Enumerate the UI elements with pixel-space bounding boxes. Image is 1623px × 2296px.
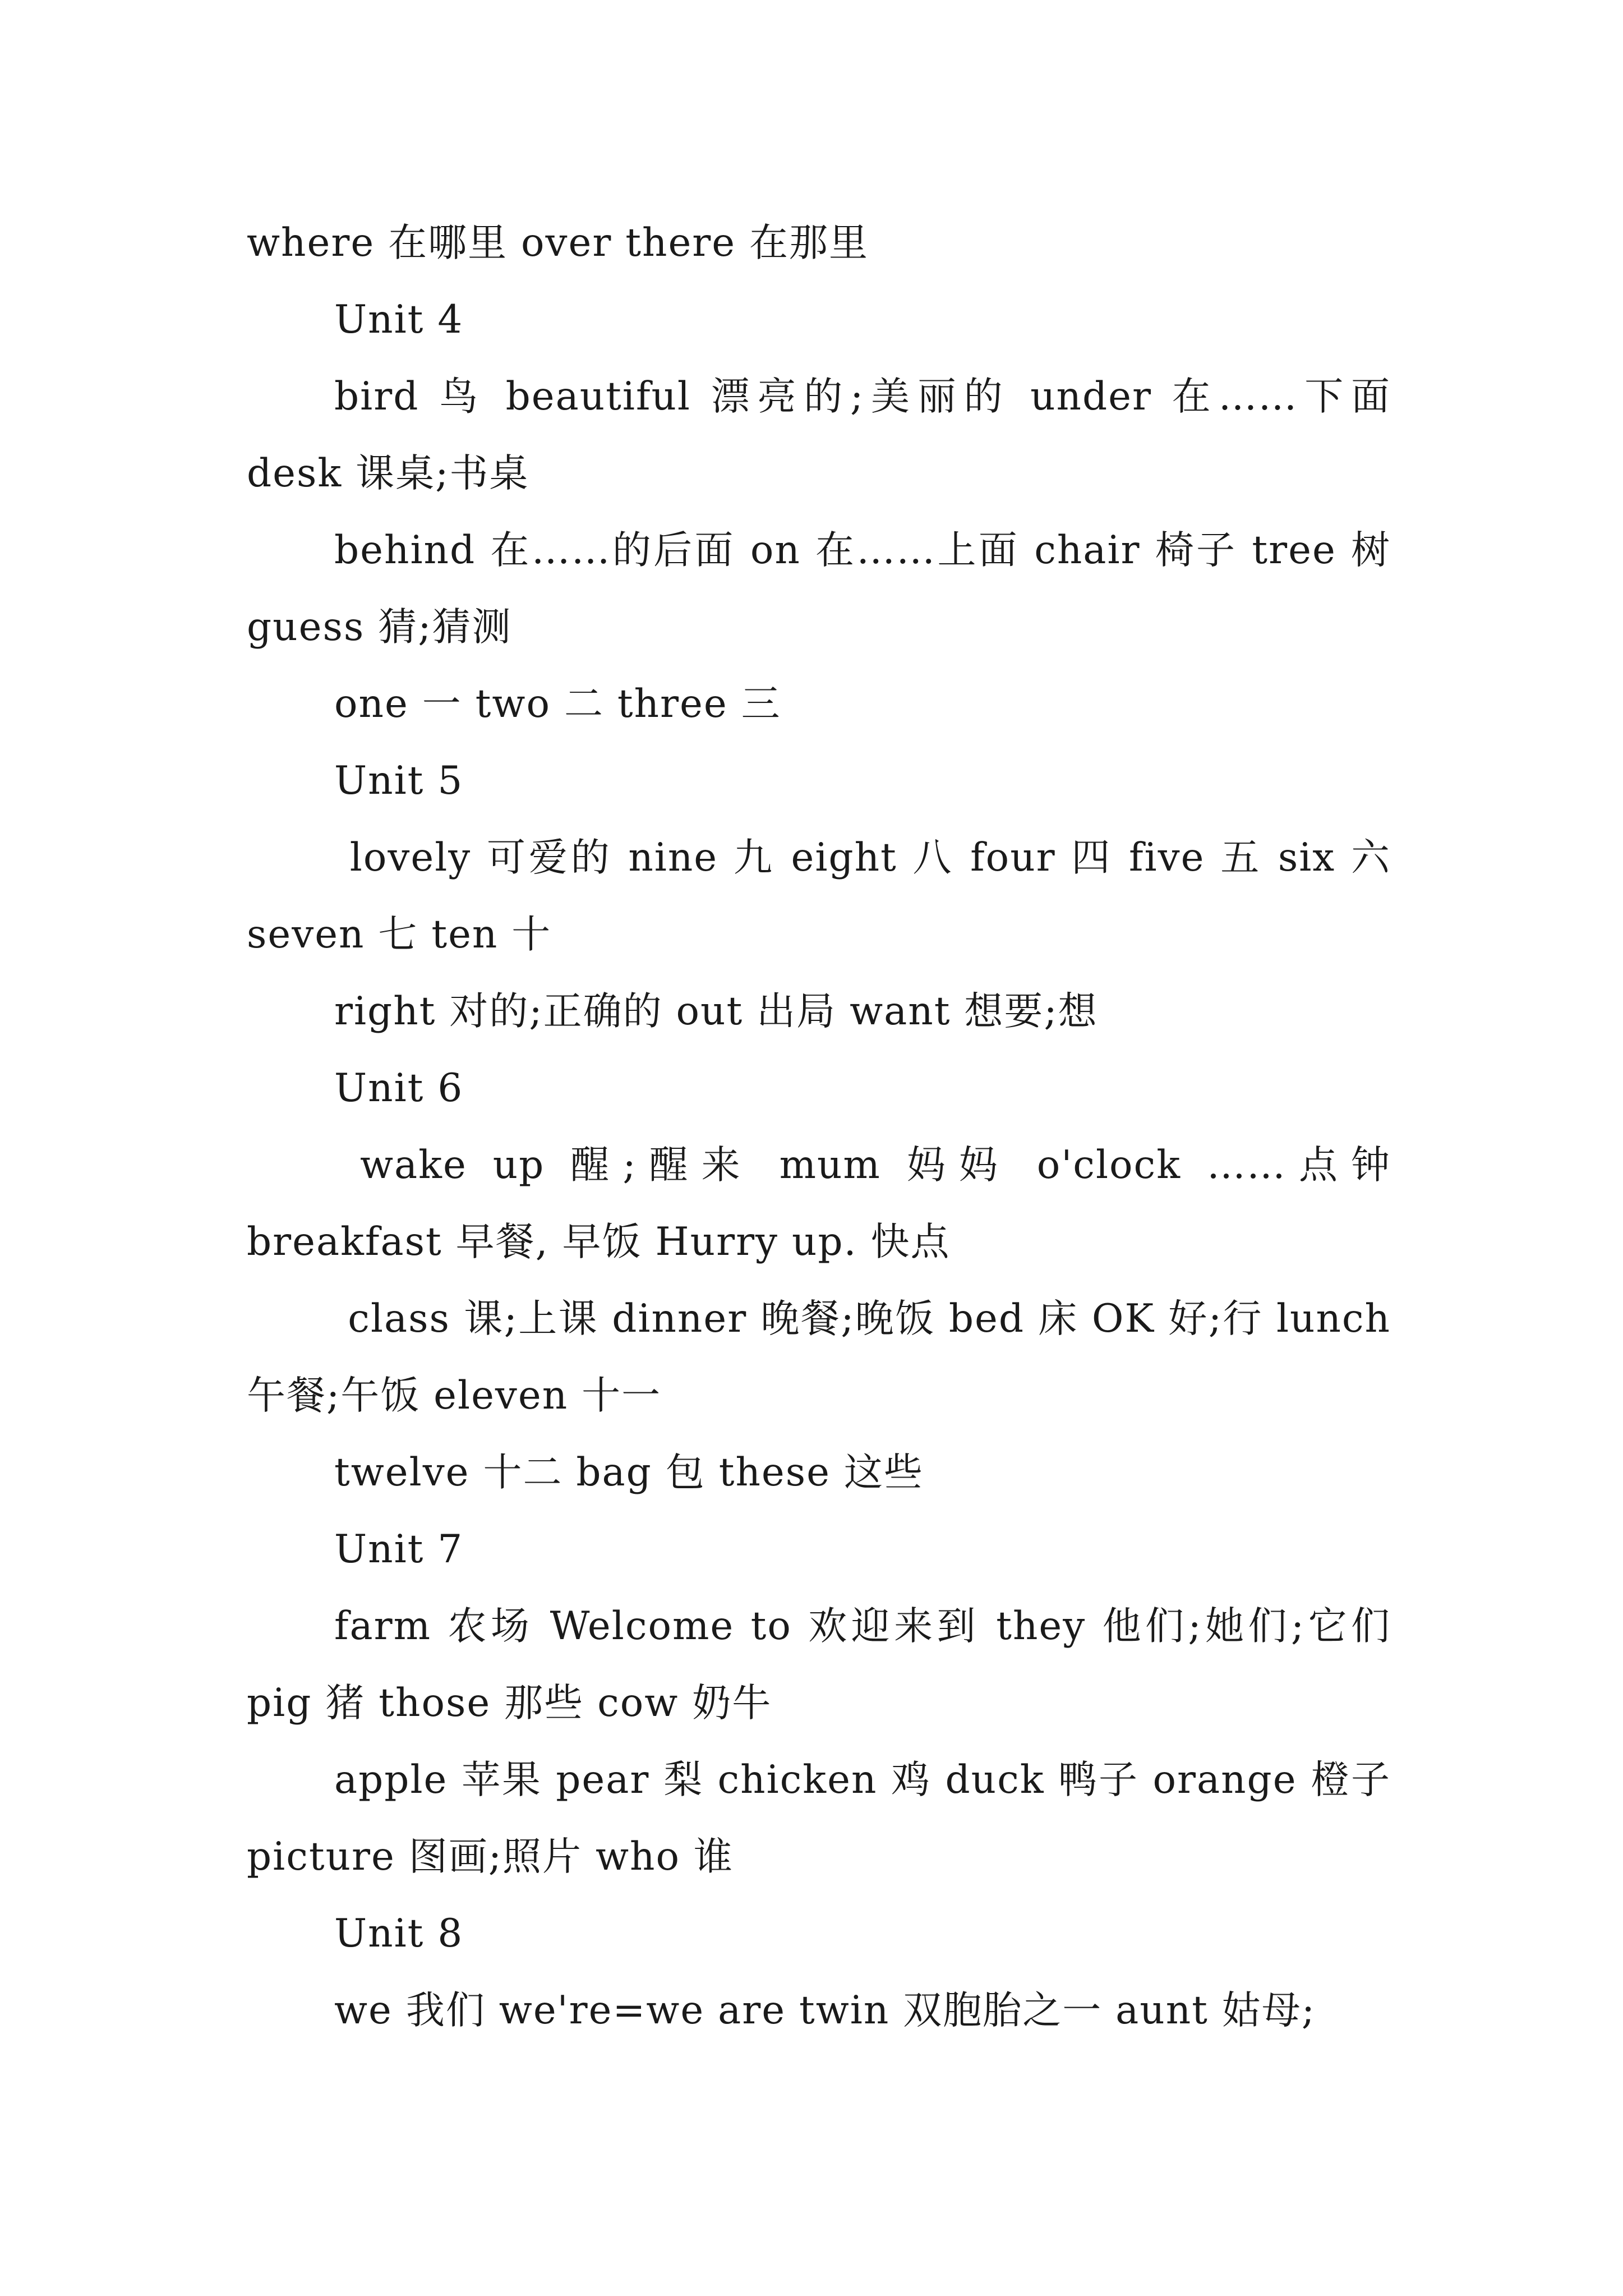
vocab-paragraph: wake up 醒;醒来 mum 妈妈 o'clock ……点钟 breakfast 早餐, 早饭 Hurry up. 快点 bbox=[247, 1143, 1404, 1264]
vocab-paragraph: lovely 可爱的 nine 九 eight 八 four 四 five 五 six 六 seven 七 ten 十 bbox=[247, 835, 1404, 957]
vocab-paragraph: we 我们 we're=we are twin 双胞胎之一 aunt 姑母; bbox=[334, 1988, 1316, 2033]
unit-heading-7: Unit 7 bbox=[334, 1527, 464, 1572]
document-body bbox=[247, 205, 1404, 2049]
vocab-paragraph: right 对的;正确的 out 出局 want 想要;想 bbox=[334, 989, 1098, 1034]
unit-heading-8: Unit 8 bbox=[334, 1911, 464, 1956]
vocab-paragraph: one 一 two 二 three 三 bbox=[334, 682, 781, 726]
unit-heading-6: Unit 6 bbox=[334, 1066, 464, 1111]
vocab-paragraph: twelve 十二 bag 包 these 这些 bbox=[334, 1450, 924, 1495]
unit-heading-5: Unit 5 bbox=[334, 758, 464, 803]
vocab-paragraph: class 课;上课 dinner 晚餐;晚饭 bed 床 OK 好;行 lunch 午餐;午饭 eleven 十一 bbox=[247, 1296, 1404, 1418]
vocab-line-where: where 在哪里 over there 在那里 bbox=[247, 220, 869, 265]
vocab-paragraph: bird 鸟 beautiful 漂亮的;美丽的 under 在……下面 desk 课桌;书桌 bbox=[247, 374, 1404, 496]
vocab-paragraph: farm 农场 Welcome to 欢迎来到 they 他们;她们;它们 pig 猪 those 那些 cow 奶牛 bbox=[247, 1604, 1404, 1726]
vocab-paragraph: behind 在……的后面 on 在……上面 chair 椅子 tree 树 guess 猜;猜测 bbox=[247, 528, 1404, 650]
unit-heading-4: Unit 4 bbox=[334, 297, 464, 342]
vocab-paragraph: apple 苹果 pear 梨 chicken 鸡 duck 鸭子 orange 橙子 picture 图画;照片 who 谁 bbox=[247, 1757, 1404, 1879]
